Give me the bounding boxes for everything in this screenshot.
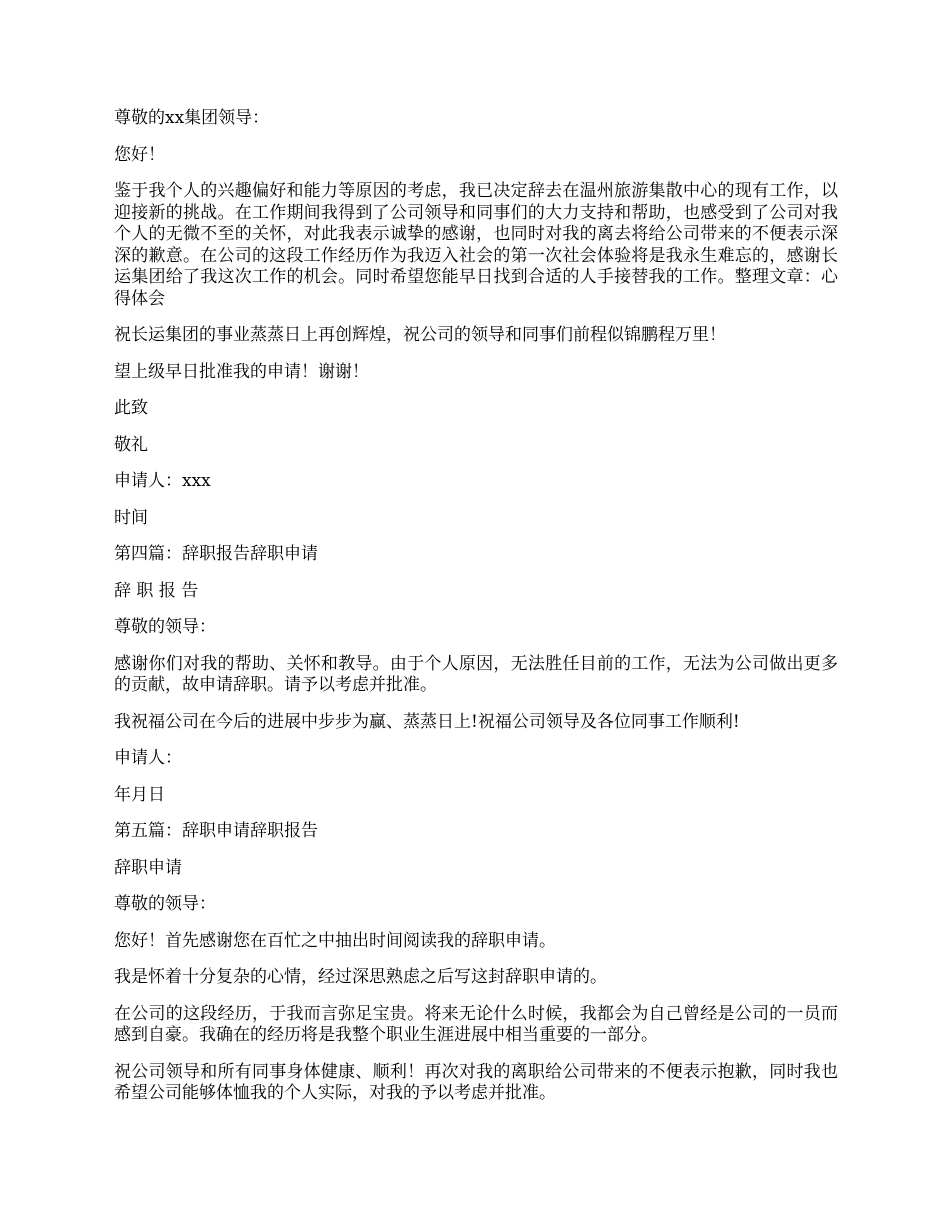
applicant-line: 申请人：xxx <box>114 471 211 491</box>
body-paragraph: 祝公司领导和所有同事身体健康、顺利！再次对我的离职给公司带来的不便表示抱歉，同时我也希望公司能够体恤我的个人实际，对我的予以考虑并批准。 <box>114 1061 838 1103</box>
body-paragraph: 我是怀着十分复杂的心情，经过深思熟虑之后写这封辞职申请的。 <box>114 967 607 987</box>
applicant-line: 申请人： <box>114 748 182 768</box>
body-paragraph: 感谢你们对我的帮助、关怀和教导。由于个人原因，无法胜任目前的工作，无法为公司做出更多的贡献，故申请辞职。请予以考虑并批准。 <box>114 653 838 695</box>
body-paragraph: 鉴于我个人的兴趣偏好和能力等原因的考虑，我已决定辞去在温州旅游集散中心的现有工作，以迎接新的挑战。在工作期间我得到了公司领导和同事们的大力支持和帮助，也感受到了公司对我个人的无微不至的关怀，对此我表示诚挚的感谢，也同时对我的离去将给公司带来的不便表示深深的歉意。在公司的这段工作经历作为我迈入社会的第一次社会体验将是我永生难忘的，感谢长运集团给了我这次工作的机会。同时希望您能早日找到合适的人手接替我的工作。整理文章：心得体会 <box>114 181 838 309</box>
date-line: 年月日 <box>114 784 165 805</box>
body-paragraph: 在公司的这段经历，于我而言弥足宝贵。将来无论什么时候，我都会为自己曾经是公司的一员而感到自豪。我确在的经历将是我整个职业生涯进展中相当重要的一部分。 <box>114 1003 838 1045</box>
closing-regards: 敬礼 <box>114 434 148 455</box>
section-heading: 第五篇：辞职申请辞职报告 <box>114 821 318 841</box>
wish-paragraph: 我祝福公司在今后的进展中步步为赢、蒸蒸日上!祝福公司领导及各位同事工作顺利! <box>114 711 740 732</box>
greeting: 您好！ <box>114 144 165 165</box>
wish-paragraph: 祝长运集团的事业蒸蒸日上再创辉煌，祝公司的领导和同事们前程似锦鹏程万里！ <box>114 325 726 345</box>
salutation: 尊敬的领导： <box>114 617 216 637</box>
salutation: 尊敬的xx集团领导： <box>114 108 270 128</box>
closing-line: 此致 <box>114 398 148 418</box>
letter-title: 辞 职 报 告 <box>114 580 199 601</box>
salutation: 尊敬的领导： <box>114 894 216 914</box>
letter-title: 辞职申请 <box>114 857 182 878</box>
body-paragraph: 您好！首先感谢您在百忙之中抽出时间阅读我的辞职申请。 <box>114 930 556 951</box>
section-heading: 第四篇：辞职报告辞职申请 <box>114 544 318 564</box>
document-page <box>114 108 838 1120</box>
request-paragraph: 望上级早日批准我的申请！谢谢！ <box>114 361 369 382</box>
date-line: 时间 <box>114 507 148 528</box>
